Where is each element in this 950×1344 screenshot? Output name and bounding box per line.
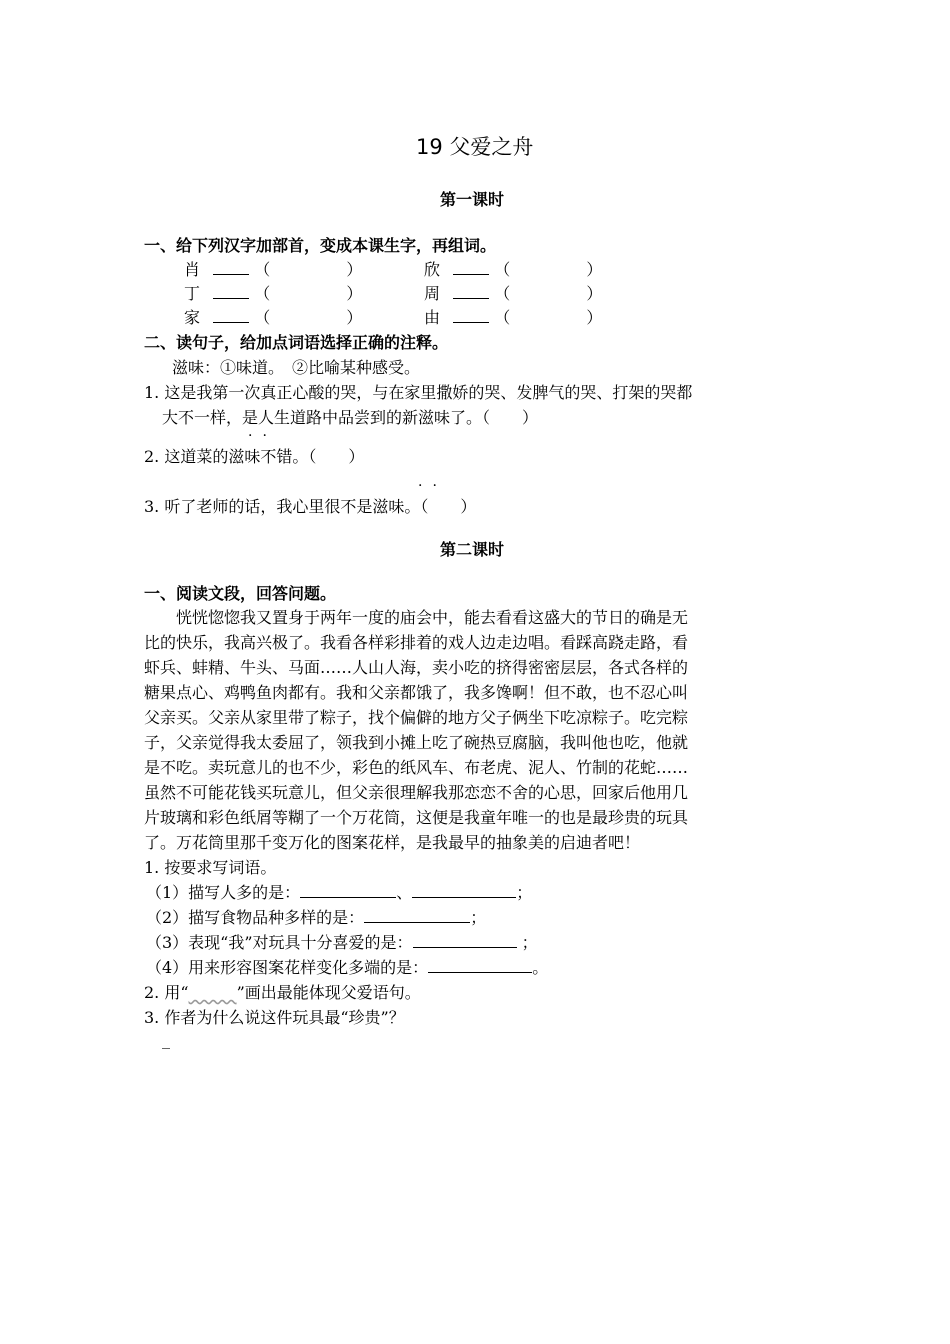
passage-line: 虾兵、蚌精、牛头、马面……人山人海，卖小吃的挤得密密层层，各式各样的 xyxy=(144,658,689,677)
sub-item-1: （1）描写人多的是： 、 ； xyxy=(146,883,533,902)
sentence-2: 2. 这道菜的滋味不错。（ ） xyxy=(144,447,365,466)
char: 肖 xyxy=(184,260,201,279)
blank-field[interactable] xyxy=(213,284,249,299)
sub-question-2: 2. 用“ ”画出最能体现父爱语句。 xyxy=(144,983,421,1002)
radical-row: 由 （ ） xyxy=(424,308,603,327)
char: 家 xyxy=(184,308,201,327)
passage-line: 比的快乐，我高兴极了。我看各样彩排着的戏人边走边唱。看踩高跷走路，看 xyxy=(144,633,689,652)
sub-item-2: （2）描写食物品种多样的是： ； xyxy=(146,908,487,927)
passage-line: 子，父亲觉得我太委屈了，领我到小摊上吃了碗热豆腐脑，我叫他也吃，他就 xyxy=(144,733,689,752)
emphasis-dots: ·· xyxy=(418,478,447,494)
radical-row: 家 （ ） xyxy=(184,308,363,327)
definition: 滋味：①味道。 ②比喻某种感受。 xyxy=(172,358,421,377)
page-title: 19 父爱之舟 xyxy=(416,135,534,159)
q2-heading: 二、读句子，给加点词语选择正确的注释。 xyxy=(144,333,449,352)
sub-question-3: 3. 作者为什么说这件玩具最“珍贵”？ xyxy=(144,1008,405,1027)
reading-heading: 一、阅读文段，回答问题。 xyxy=(144,584,337,603)
passage-line: 父亲买。父亲从家里带了粽子，找个偏僻的地方父子俩坐下吃凉粽子。吃完粽 xyxy=(144,708,689,727)
answer-blank[interactable] xyxy=(364,908,470,923)
q1-heading: 一、给下列汉字加部首，变成本课生字，再组词。 xyxy=(144,236,497,255)
passage-line: 虽然不可能花钱买玩意儿，但父亲很理解我那恋恋不舍的心思，回家后他用几 xyxy=(144,783,689,802)
answer-blank[interactable] xyxy=(300,883,396,898)
sub-item-4: （4）用来形容图案花样变化多端的是： 。 xyxy=(146,958,549,977)
blank-field[interactable] xyxy=(213,308,249,323)
char: 丁 xyxy=(184,284,201,303)
passage-line: 是不吃。卖玩意儿的也不少，彩色的纸风车、布老虎、泥人、竹制的花蛇…… xyxy=(144,758,689,777)
blank-field[interactable] xyxy=(213,260,249,275)
char: 周 xyxy=(424,284,441,303)
passage-line: 糖果点心、鸡鸭鱼肉都有。我和父亲都饿了，我多馋啊！但不敢，也不忍心叫 xyxy=(144,683,689,702)
blank-field[interactable] xyxy=(453,284,489,299)
sub-item-3: （3）表现“我”对玩具十分喜爱的是： ； xyxy=(146,933,538,952)
radical-row: 周 （ ） xyxy=(424,284,603,303)
sentence-1-line1: 1. 这是我第一次真正心酸的哭，与在家里撒娇的哭、发脾气的哭、打架的哭都 xyxy=(144,383,693,402)
answer-blank[interactable] xyxy=(412,883,516,898)
passage-line: 恍恍惚惚我又置身于两年一度的庙会中，能去看看这盛大的节日的确是无 xyxy=(144,608,689,627)
sentence-3: 3. 听了老师的话，我心里很不是滋味。（ ） xyxy=(144,497,477,516)
answer-line-marker[interactable]: _ xyxy=(162,1030,170,1049)
sub-question-1: 1. 按要求写词语。 xyxy=(144,858,277,877)
answer-blank[interactable] xyxy=(428,958,532,973)
lesson2-heading: 第二课时 xyxy=(440,540,505,559)
passage-line: 片玻璃和彩色纸屑等糊了一个万花筒，这便是我童年唯一的也是最珍贵的玩具 xyxy=(144,808,689,827)
blank-field[interactable] xyxy=(453,260,489,275)
lesson1-heading: 第一课时 xyxy=(440,190,505,209)
radical-row: 肖 （ ） xyxy=(184,260,363,279)
blank-field[interactable] xyxy=(453,308,489,323)
radical-row: 欣 （ ） xyxy=(424,260,603,279)
char: 欣 xyxy=(424,260,441,279)
passage-line: 了。万花筒里那千变万化的图案花样，是我最早的抽象美的启迪者吧！ xyxy=(144,833,641,852)
radical-row: 丁 （ ） xyxy=(184,284,363,303)
char: 由 xyxy=(424,308,441,327)
wavy-line-mark xyxy=(189,983,237,1002)
sentence-1-line2: 大不一样，是人生道路中品尝到的新滋味了。（ ） xyxy=(162,408,539,427)
answer-blank[interactable] xyxy=(413,933,517,948)
emphasis-dots: ·· xyxy=(248,428,277,444)
